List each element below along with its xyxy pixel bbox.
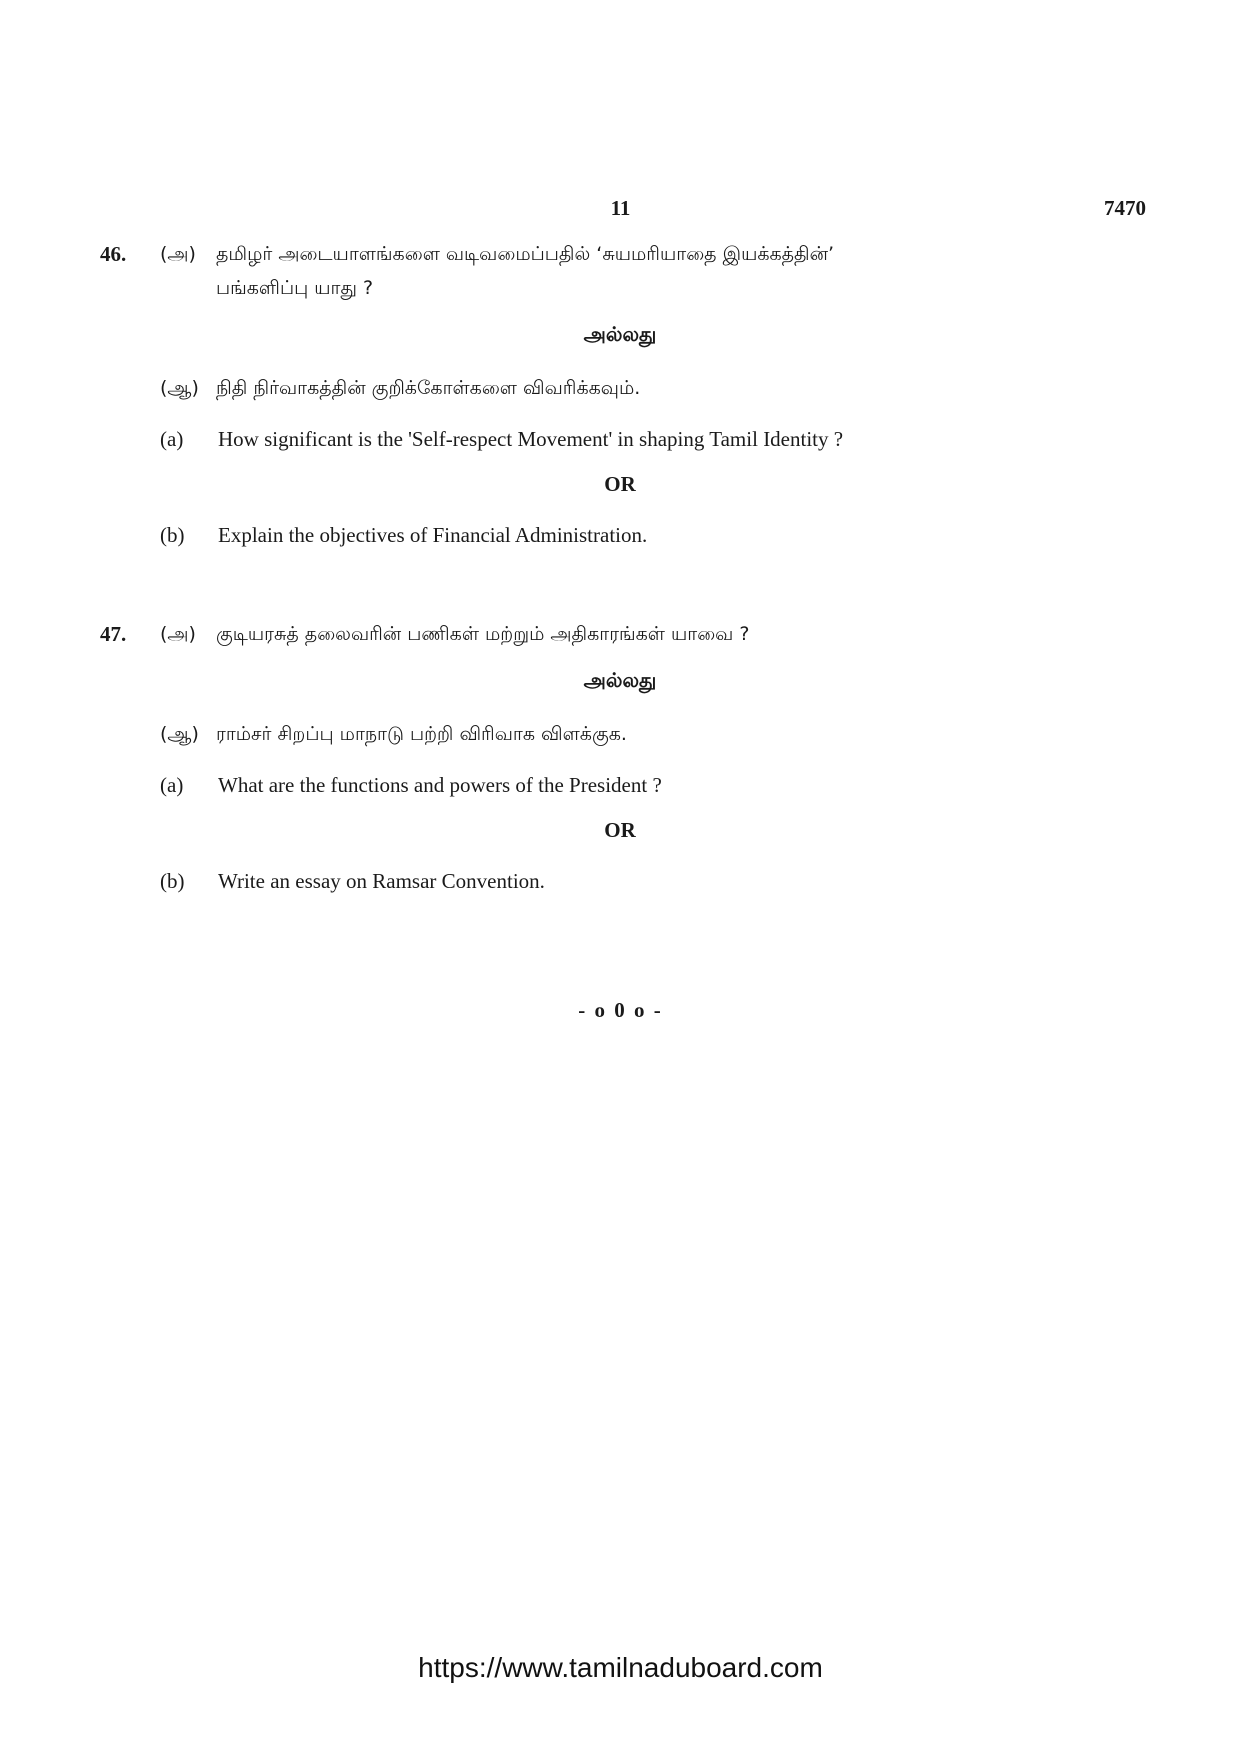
option-text: ராம்சர் சிறப்பு மாநாடு பற்றி விரிவாக விளக்குக.: [216, 723, 627, 745]
page-number: 11: [610, 196, 631, 220]
option-marker: (a): [160, 773, 184, 797]
option-marker: (b): [160, 869, 185, 893]
question-number: 47.: [100, 622, 127, 646]
tamil-option-b: [160, 718, 627, 750]
tamil-option-a-continued: பங்களிப்பு யாது ?: [216, 277, 374, 299]
end-of-paper-mark: - o 0 o -: [578, 998, 663, 1022]
option-marker: (அ): [160, 243, 196, 265]
english-or-divider: OR: [604, 472, 636, 496]
option-marker: (ஆ): [160, 377, 199, 399]
option-text: Explain the objectives of Financial Administration.: [218, 523, 648, 547]
tamil-or-divider: அல்லது: [583, 322, 657, 346]
tamil-option-b: [160, 372, 640, 404]
paper-code: 7470: [1104, 196, 1146, 220]
option-text: நிதி நிர்வாகத்தின் குறிக்கோள்களை விவரிக்கவும்.: [216, 377, 641, 399]
option-text: How significant is the 'Self-respect Movement' in shaping Tamil Identity ?: [218, 427, 844, 451]
option-text: Write an essay on Ramsar Convention.: [218, 869, 545, 893]
option-marker: (அ): [160, 623, 196, 645]
footer-url-link[interactable]: https://www.tamilnaduboard.com: [418, 1652, 823, 1683]
option-marker: (b): [160, 523, 185, 547]
option-text: தமிழர் அடையாளங்களை வடிவமைப்பதில் ‘சுயமரியாதை இயக்கத்தின்’: [216, 243, 835, 265]
question-number: 46.: [100, 242, 127, 266]
english-option-b: [160, 866, 545, 896]
option-marker: (ஆ): [160, 723, 199, 745]
english-option-b: [160, 520, 647, 550]
tamil-or-divider: அல்லது: [583, 668, 657, 692]
option-marker: (a): [160, 427, 184, 451]
tamil-option-a: [160, 618, 750, 650]
english-option-a: [160, 424, 843, 454]
option-text: குடியரசுத் தலைவரின் பணிகள் மற்றும் அதிகாரங்கள் யாவை ?: [216, 623, 750, 645]
english-option-a: [160, 770, 662, 800]
tamil-option-a: [160, 238, 834, 270]
english-or-divider: OR: [604, 818, 636, 842]
option-text: What are the functions and powers of the President ?: [218, 773, 662, 797]
